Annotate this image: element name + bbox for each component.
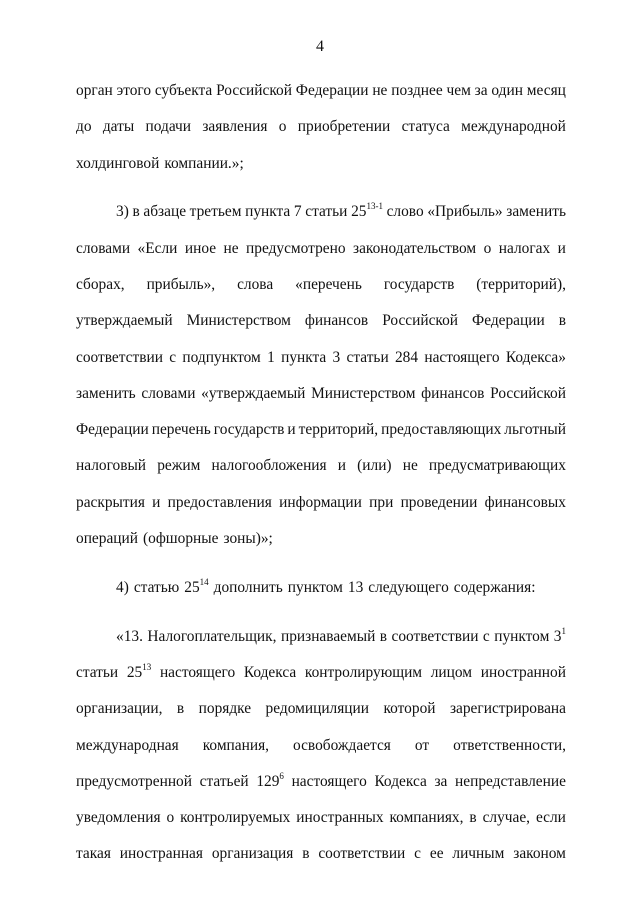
text-line: словами «Если иное не предусмотрено законодательством о налогах и	[76, 239, 566, 257]
text-line: сборах, прибыль», слова «перечень государств (территорий),	[76, 275, 566, 293]
text-line: орган этого субъекта Российской Федерации не позднее чем за один месяц	[76, 82, 566, 99]
text-line: до даты подачи заявления о приобретении статуса международной	[76, 118, 566, 136]
text-line: международная компания, освобождается от ответственности,	[76, 736, 566, 754]
text-line: налоговый режим налогообложения и (или) не предусматривающих	[76, 457, 566, 475]
paragraph-gap	[76, 557, 566, 570]
text-line: 4) статью $25^{14}$ дополнить пунктом 13 следующего содержания:	[116, 576, 536, 596]
text-line: операций (офшорные зоны)»;	[76, 530, 273, 548]
text-line: холдинговой компании.»;	[76, 154, 244, 172]
text-line: соответствии с подпунктом 1 пункта 3 статьи 284 настоящего Кодекса»	[76, 348, 566, 366]
text-line: заменить словами «утверждаемый Министерством финансов Российской	[76, 384, 566, 402]
paragraph-gap	[76, 182, 566, 195]
text-line: Федерации перечень государств и территорий, предоставляющих льготный	[76, 421, 566, 439]
text-line: статьи $25^{13}$ настоящего Кодекса контролирующим лицом иностранной	[76, 661, 566, 681]
text-line: предусмотренной статьей $129^6$ настоящего Кодекса за непредставление	[76, 770, 566, 790]
text-line: такая иностранная организация в соответствии с ее личным законом	[76, 845, 566, 863]
page-number: 4	[316, 38, 324, 55]
text-line: раскрытия и предоставления информации при проведении финансовых	[76, 493, 566, 511]
text-line: 3) в абзаце третьем пункта 7 статьи 25$^{13-1}$ слово «Прибыль» заменить	[116, 201, 566, 221]
text-line: «13. Налогоплательщик, признаваемый в соответствии с пунктом $3^1$	[116, 625, 566, 645]
text-line: утверждаемый Министерством финансов Российской Федерации в	[76, 312, 566, 330]
text-line: уведомления о контролируемых иностранных компаниях, в случае, если	[76, 809, 566, 827]
document-body	[76, 73, 566, 873]
paragraph-gap	[76, 606, 566, 619]
text-line: организации, в порядке редомициляции которой зарегистрирована	[76, 700, 566, 718]
